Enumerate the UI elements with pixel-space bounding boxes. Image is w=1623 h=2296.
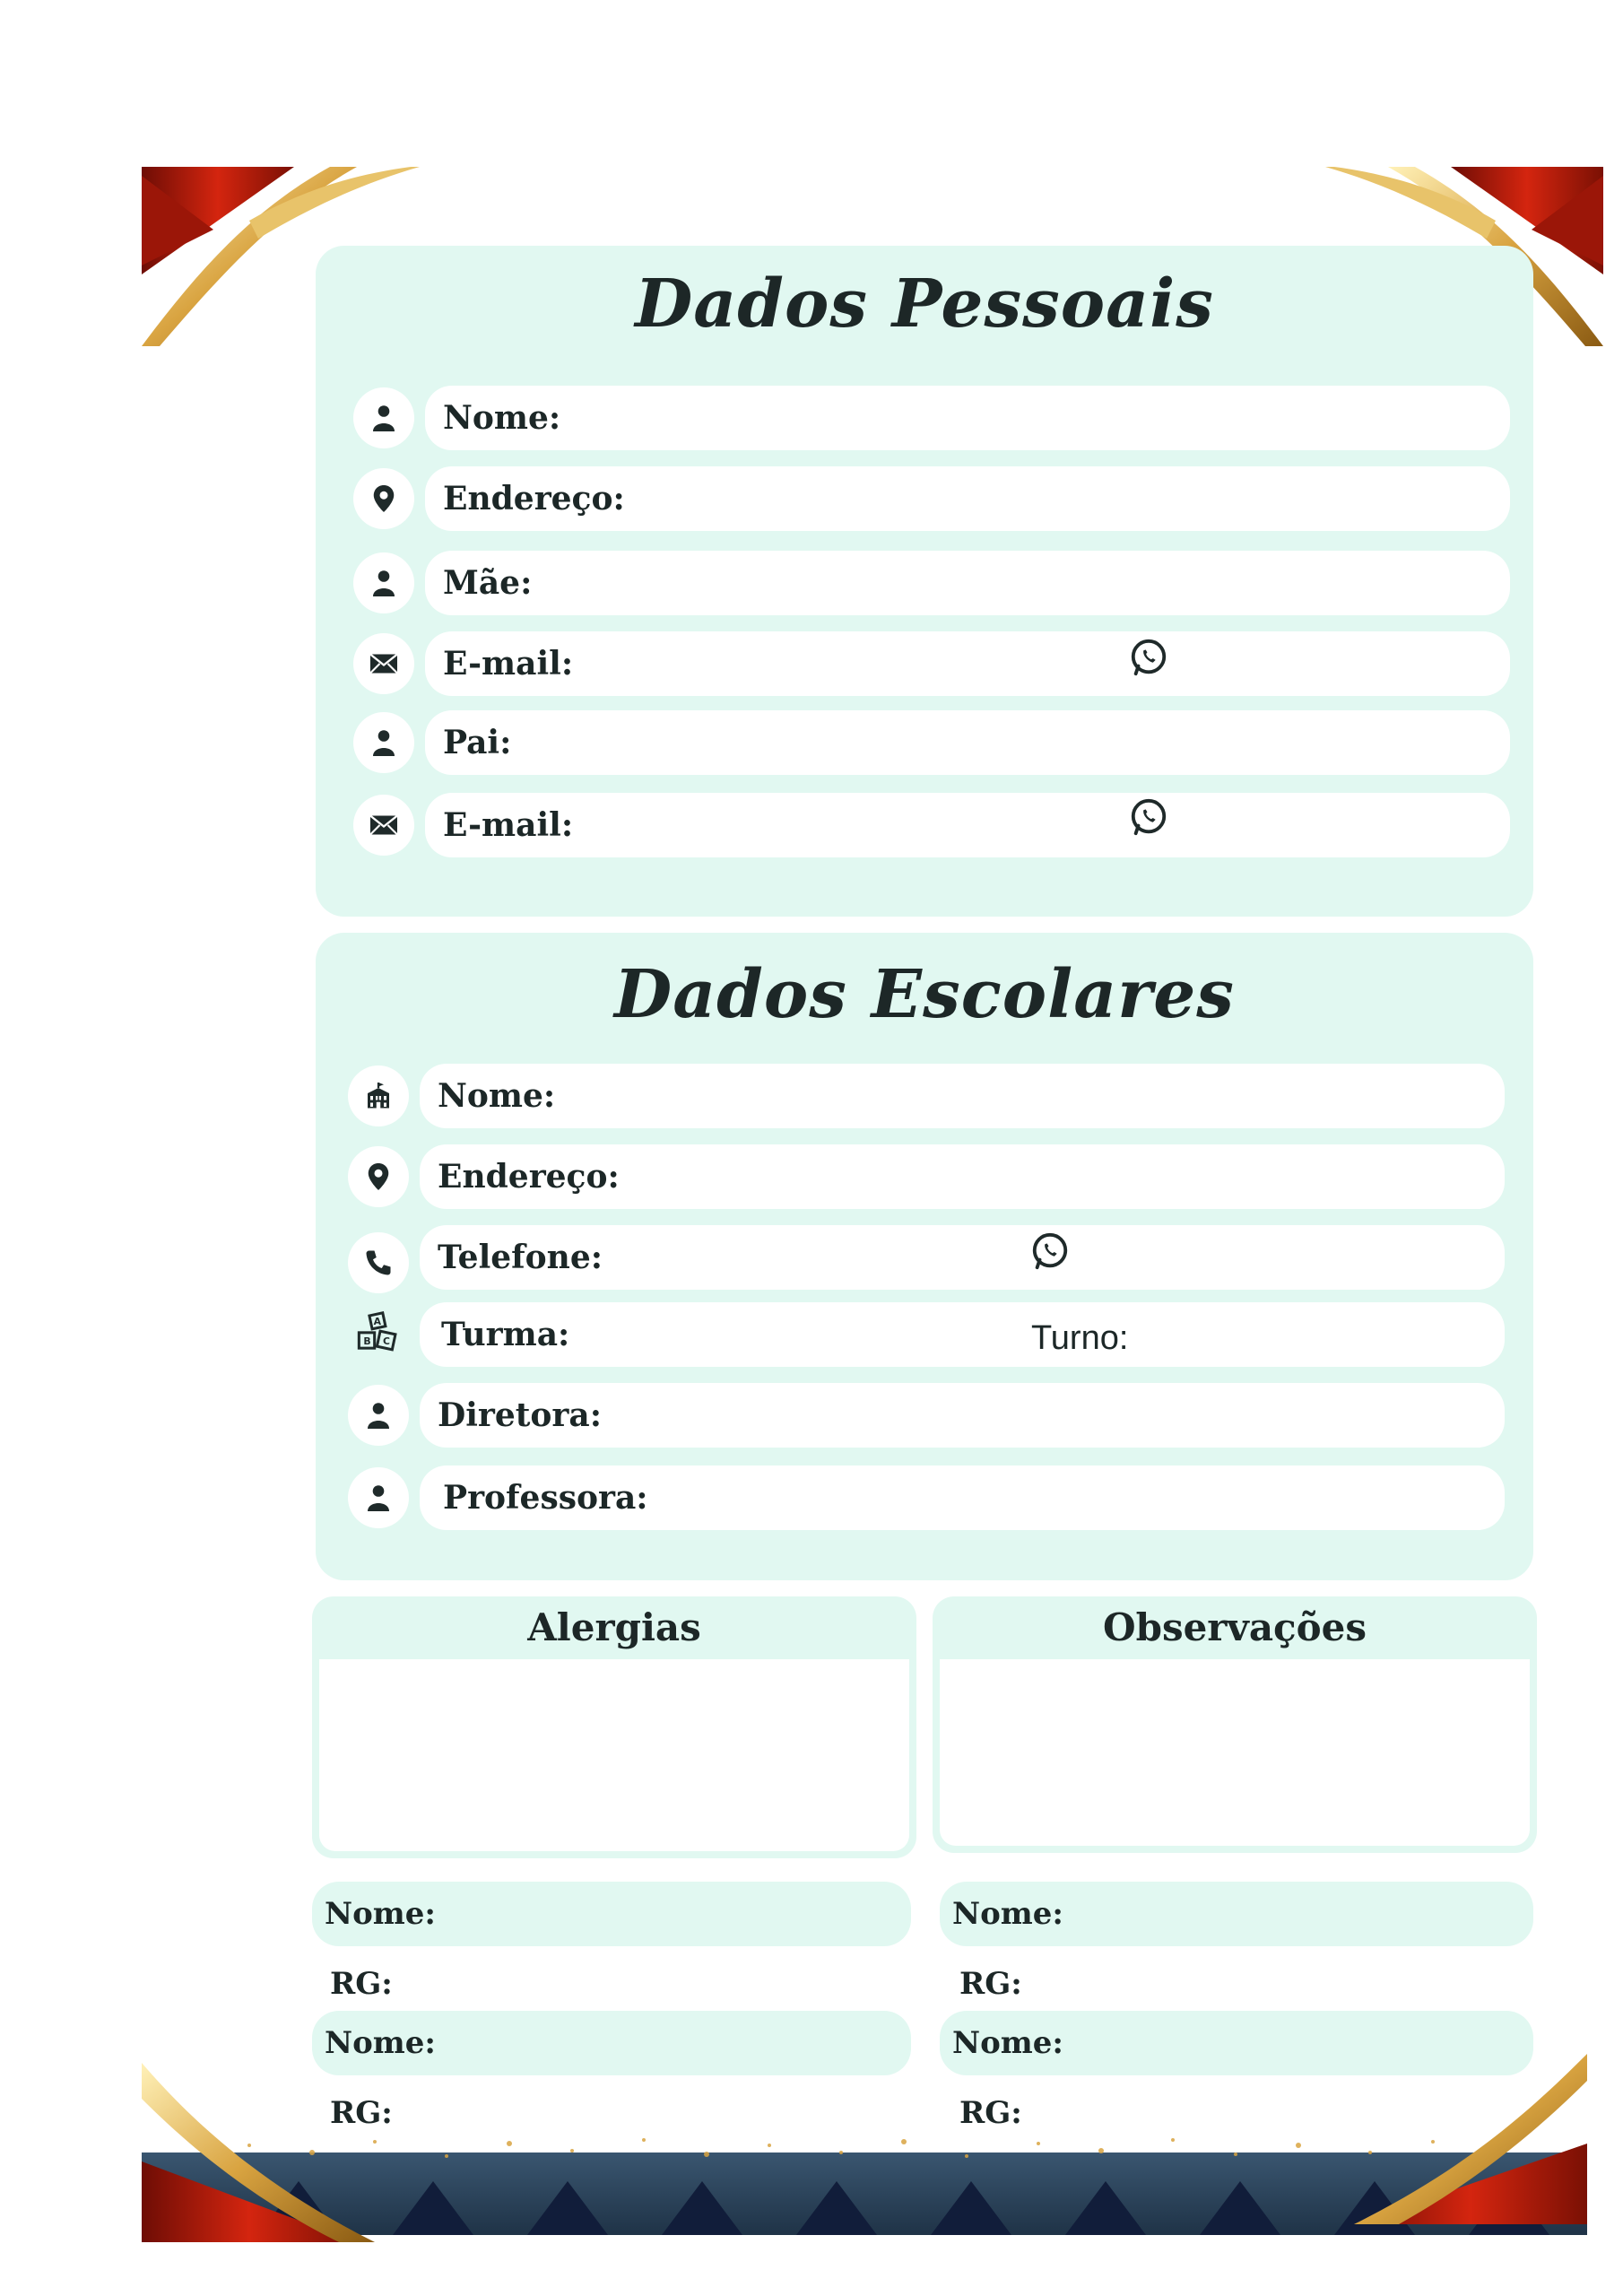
location-pin-icon xyxy=(348,1146,409,1207)
mother-field[interactable] xyxy=(425,551,1510,615)
envelope-icon xyxy=(353,633,414,694)
name-label: Nome: xyxy=(952,2025,1063,2061)
observations-title: Observações xyxy=(1102,1605,1367,1649)
allergies-title: Alergias xyxy=(527,1605,701,1649)
school-data-title: Dados Escolares xyxy=(614,956,1235,1033)
address-field[interactable] xyxy=(425,466,1510,531)
email-label: E-mail: xyxy=(443,645,574,683)
email-label: E-mail: xyxy=(443,806,574,844)
rg-label: RG: xyxy=(959,2095,1022,2131)
whatsapp-icon xyxy=(1128,637,1169,678)
authorized-name-field-2[interactable] xyxy=(940,1882,1533,1946)
rg-label: RG: xyxy=(959,1966,1022,2002)
teacher-field[interactable] xyxy=(420,1465,1505,1530)
person-icon xyxy=(353,387,414,448)
svg-text:C: C xyxy=(382,1335,390,1347)
ribbon-corner-bottom-right xyxy=(1300,2054,1587,2224)
ribbon-corner-bottom-left xyxy=(142,2063,420,2242)
father-label: Pai: xyxy=(443,724,512,761)
envelope-icon xyxy=(353,795,414,856)
personal-data-panel xyxy=(316,246,1533,917)
svg-text:A: A xyxy=(373,1316,381,1328)
school-address-label: Endereço: xyxy=(438,1158,620,1196)
location-pin-icon xyxy=(353,468,414,529)
observations-box xyxy=(933,1596,1537,1853)
name-label: Nome: xyxy=(952,1896,1063,1932)
phone-label: Telefone: xyxy=(438,1239,603,1276)
class-label: Turma: xyxy=(441,1316,570,1353)
teacher-label: Professora: xyxy=(443,1479,648,1517)
shift-label: Turno: xyxy=(1031,1319,1129,1357)
father-field[interactable] xyxy=(425,710,1510,775)
phone-icon xyxy=(348,1232,409,1293)
school-address-field[interactable] xyxy=(420,1144,1505,1209)
authorized-name-field-4[interactable] xyxy=(940,2011,1533,2075)
address-label: Endereço: xyxy=(443,480,625,517)
allergies-text-area[interactable] xyxy=(319,1659,909,1851)
school-data-panel xyxy=(316,933,1533,1580)
person-icon xyxy=(348,1467,409,1528)
class-field[interactable] xyxy=(420,1302,1505,1367)
whatsapp-icon xyxy=(1128,796,1169,838)
name-field[interactable] xyxy=(425,386,1510,450)
principal-field[interactable] xyxy=(420,1383,1505,1448)
svg-text:B: B xyxy=(363,1335,371,1347)
rg-label: RG: xyxy=(330,1966,393,2002)
school-phone-field[interactable] xyxy=(420,1225,1505,1290)
mother-email-field[interactable] xyxy=(425,631,1510,696)
school-name-field[interactable] xyxy=(420,1064,1505,1128)
personal-data-title: Dados Pessoais xyxy=(635,265,1214,343)
allergies-box xyxy=(312,1596,916,1858)
rg-label: RG: xyxy=(330,2095,393,2131)
name-label: Nome: xyxy=(325,2025,436,2061)
mother-label: Mãe: xyxy=(443,564,533,602)
school-name-label: Nome: xyxy=(438,1077,556,1115)
authorized-name-field-1[interactable] xyxy=(312,1882,911,1946)
abc-blocks-icon xyxy=(348,1304,409,1365)
whatsapp-icon xyxy=(1029,1231,1071,1272)
name-label: Nome: xyxy=(443,399,561,437)
principal-label: Diretora: xyxy=(438,1396,602,1434)
person-icon xyxy=(353,712,414,773)
father-email-field[interactable] xyxy=(425,793,1510,857)
observations-text-area[interactable] xyxy=(940,1659,1530,1846)
authorized-name-field-3[interactable] xyxy=(312,2011,911,2075)
person-icon xyxy=(348,1385,409,1446)
person-icon xyxy=(353,552,414,613)
school-building-icon xyxy=(348,1065,409,1126)
name-label: Nome: xyxy=(325,1896,436,1932)
